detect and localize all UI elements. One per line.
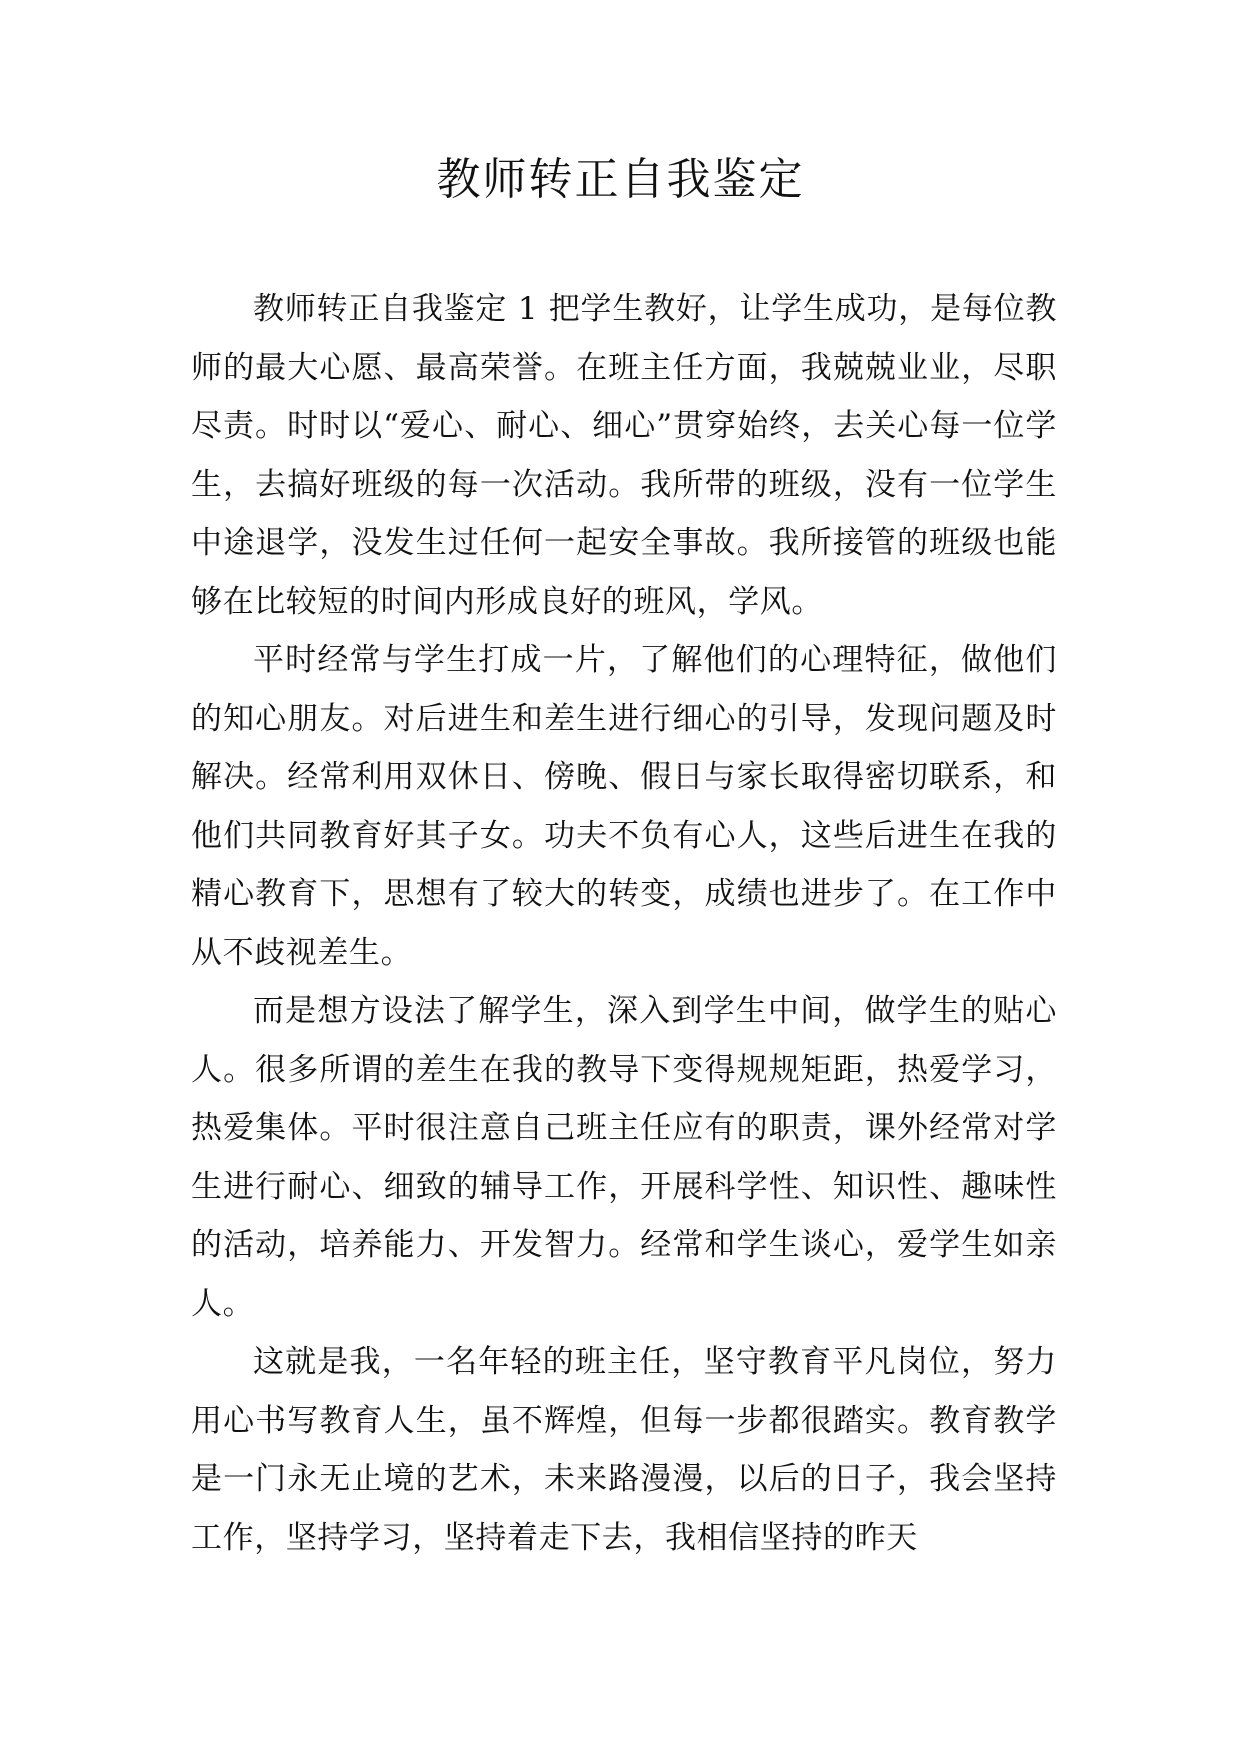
page-title: 教师转正自我鉴定 — [436, 154, 805, 205]
paragraph-2: 平时经常与学生打成一片，了解他们的心理特征，做他们的知心朋友。对后进生和差生进行细心的引导，发现问题及时解决。经常利用双休日、傍晚、假日与家长取得密切联系，和他们共同教育好其子女。功夫不负有心人，这些后进生在我的精心教育下，思想有了较大的转变，成绩也进步了。在工作中从不歧视差生。 — [191, 642, 1057, 971]
paragraph-1: 教师转正自我鉴定 1 把学生教好，让学生成功，是每位教师的最大心愿、最高荣誉。在班主任方面，我兢兢业业，尽职尽责。时时以“爱心、耐心、细心”贯穿始终，去关心每一位学生，去搞好班级的每一次活动。我所带的班级，没有一位学生中途退学，没发生过任何一起安全事故。我所接管的班级也能够在比较短的时间内形成良好的班风，学风。 — [191, 291, 1057, 620]
document-body — [191, 280, 1057, 1567]
paragraph-3: 而是想方设法了解学生，深入到学生中间，做学生的贴心人。很多所谓的差生在我的教导下变得规规矩距，热爱学习，热爱集体。平时很注意自己班主任应有的职责，课外经常对学生进行耐心、细致的辅导工作，开展科学性、知识性、趣味性的活动，培养能力、开发智力。经常和学生谈心，爱学生如亲人。 — [191, 993, 1057, 1322]
paragraph-4: 这就是我，一名年轻的班主任，坚守教育平凡岗位，努力用心书写教育人生，虽不辉煌，但每一步都很踏实。教育教学是一门永无止境的艺术，未来路漫漫，以后的日子，我会坚持工作，坚持学习，坚持着走下去，我相信坚持的昨天 — [191, 1344, 1057, 1556]
